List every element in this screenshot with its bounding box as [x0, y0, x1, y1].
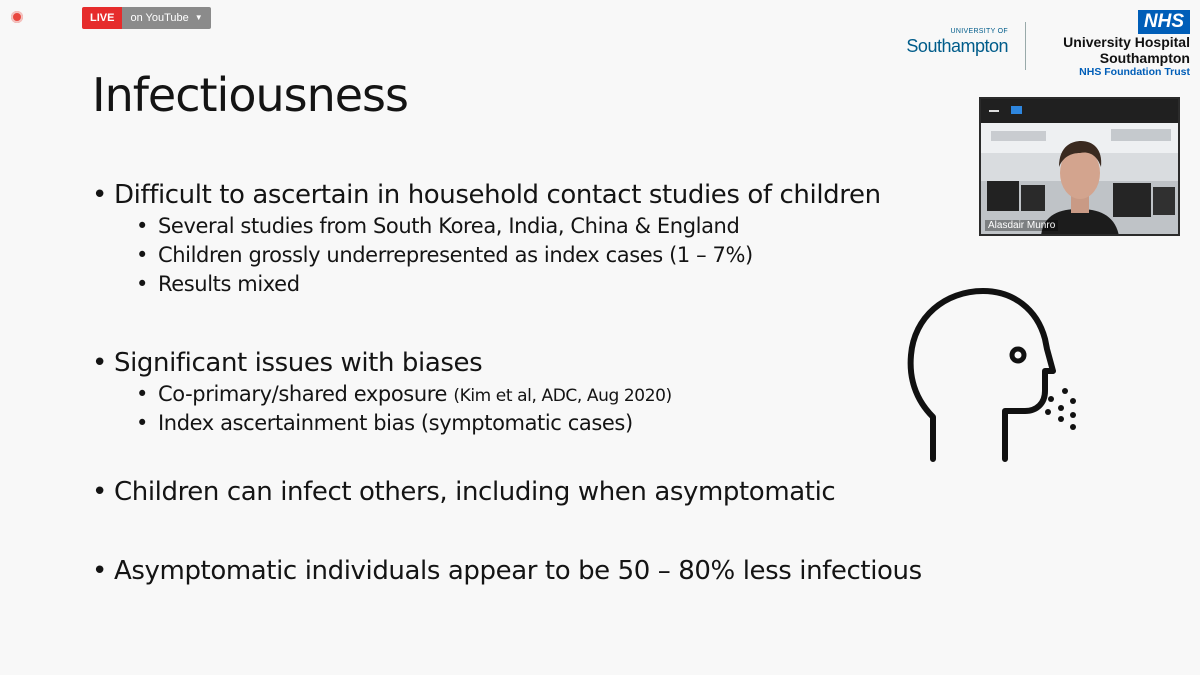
head-sneeze-icon — [905, 287, 1083, 462]
university-logo-small: UNIVERSITY OF — [950, 28, 1008, 35]
bullet-dot: • — [136, 272, 148, 296]
sub-bullet-text: Index ascertainment bias (symptomatic cases) — [158, 411, 633, 435]
live-badge: LIVE — [82, 7, 122, 29]
bullet-dot: • — [92, 556, 107, 586]
sub-bullet-2-1 — [136, 382, 672, 406]
sub-bullet-text: Several studies from South Korea, India, China & England — [158, 214, 740, 238]
bullet-3 — [92, 477, 835, 507]
nhs-logo — [1030, 10, 1190, 79]
bullet-dot: • — [136, 214, 148, 238]
sub-bullet-text: Results mixed — [158, 272, 300, 296]
video-titlebar — [981, 99, 1178, 123]
stream-destination-dropdown[interactable] — [122, 7, 210, 29]
bullet-2-text: Significant issues with biases — [114, 348, 483, 378]
sub-bullet-1-3 — [136, 272, 300, 296]
bullet-2 — [92, 348, 482, 378]
trust-name: NHS Foundation Trust — [1079, 66, 1190, 78]
bullet-3-text: Children can infect others, including when asymptomatic — [114, 477, 836, 507]
sub-bullet-1-2 — [136, 243, 753, 267]
chevron-down-icon: ▼ — [194, 13, 203, 22]
maximize-icon[interactable] — [1011, 106, 1022, 114]
bullet-1-text: Difficult to ascertain in household contact studies of children — [114, 180, 881, 210]
stream-destination-label: on YouTube — [130, 12, 189, 24]
sub-bullet-1-1 — [136, 214, 739, 238]
bullet-4-text: Asymptomatic individuals appear to be 50 – 80% less infectious — [114, 556, 922, 586]
sub-bullet-text: Co-primary/shared exposure — [158, 382, 448, 406]
slide-title: Infectiousness — [92, 68, 408, 122]
logo-divider — [1025, 22, 1026, 70]
nhs-badge: NHS — [1138, 10, 1190, 34]
sub-bullet-text: Children grossly underrepresented as index cases (1 – 7%) — [158, 243, 753, 267]
university-logo-name: Southampton — [906, 36, 1008, 56]
bullet-dot: • — [92, 348, 107, 378]
bullet-dot: • — [92, 477, 107, 507]
hospital-name-line2: Southampton — [1099, 50, 1190, 66]
citation: (Kim et al, ADC, Aug 2020) — [453, 386, 672, 406]
hospital-name-line1: University Hospital — [1063, 34, 1190, 50]
bullet-dot: • — [136, 243, 148, 267]
university-logo — [890, 28, 1008, 56]
record-indicator-icon — [11, 11, 23, 23]
bullet-dot: • — [136, 382, 148, 406]
sub-bullet-2-2 — [136, 411, 633, 435]
bullet-1 — [92, 180, 881, 210]
participant-video-tile[interactable] — [979, 97, 1180, 236]
bullet-dot: • — [92, 180, 107, 210]
bullet-4 — [92, 556, 922, 586]
minimize-icon[interactable] — [989, 110, 999, 112]
bullet-dot: • — [136, 411, 148, 435]
participant-name-label: Alasdair Munro — [985, 220, 1058, 231]
live-stream-control[interactable] — [82, 7, 211, 29]
